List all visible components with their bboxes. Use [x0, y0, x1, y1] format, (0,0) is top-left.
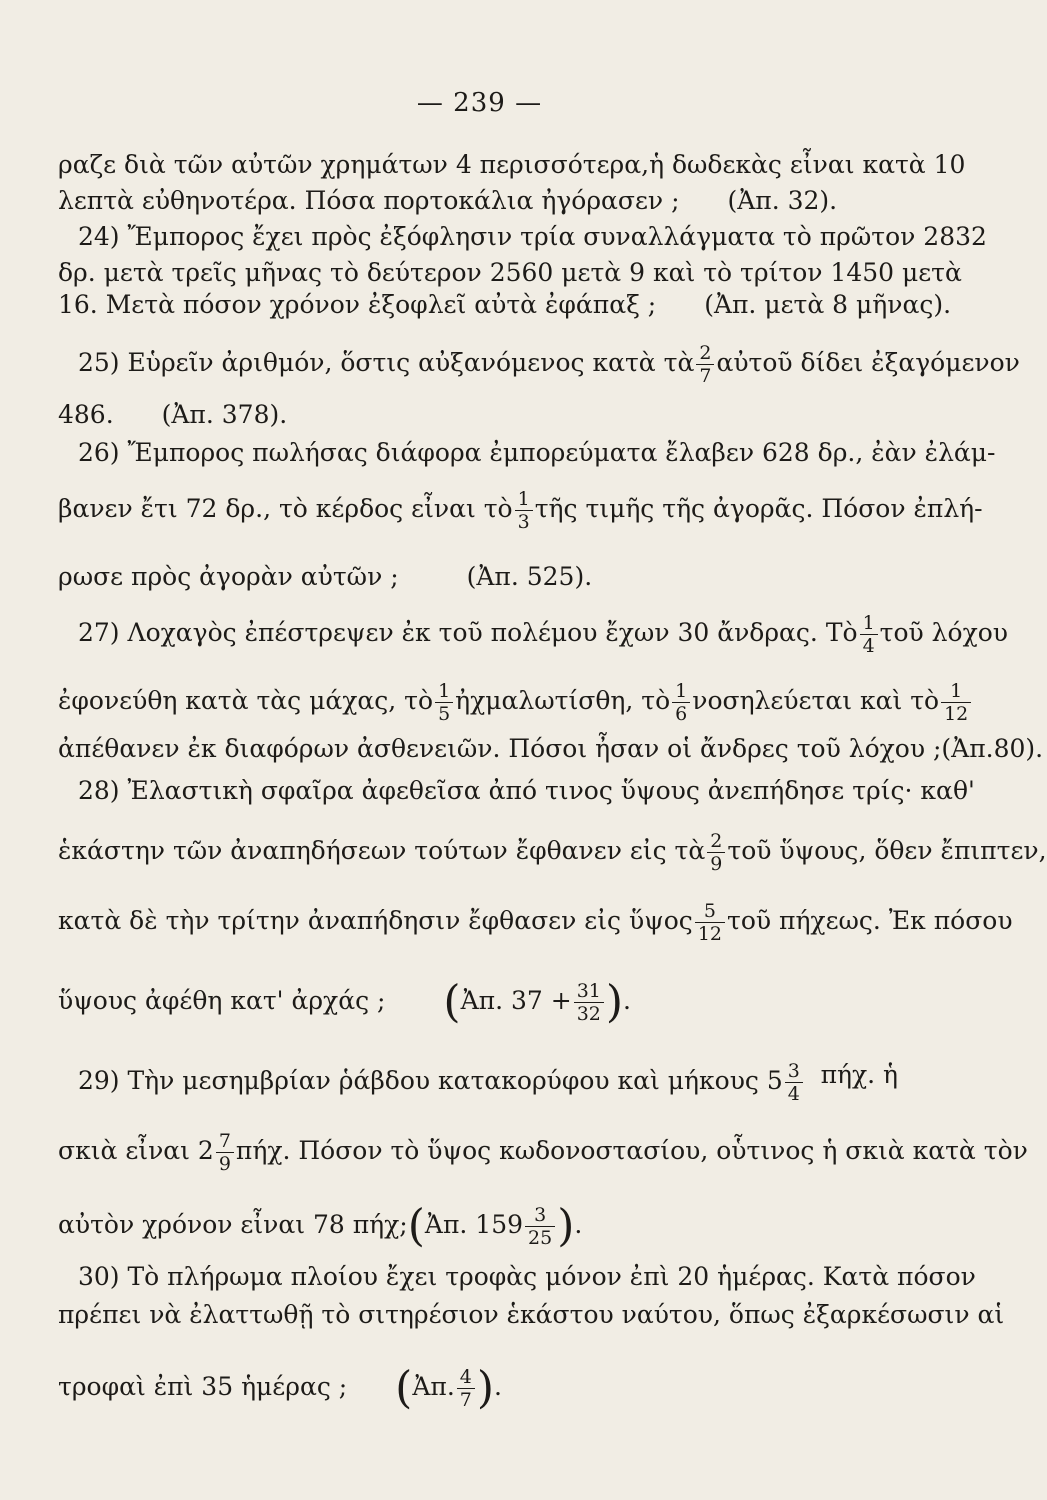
fraction	[216, 1130, 234, 1175]
text-segment: δρ. μετὰ τρεῖς μῆνας τὸ δεύτερον 2560 μετὰ 9 καὶ τὸ τρίτον 1450 μετὰ	[58, 258, 962, 287]
text-segment: 30) Τὸ πλήρωμα πλοίου ἔχει τροφὰς μόνον ἐπὶ 20 ἡμέρας. Κατὰ πόσον	[78, 1262, 976, 1291]
numerator: 1	[860, 612, 878, 635]
text-segment: ἠχμαλωτίσθη, τὸ	[455, 686, 671, 715]
text-line	[58, 1300, 1005, 1330]
text-segment: ρωσε πρὸς ἀγορὰν αὐτῶν ;	[58, 562, 399, 591]
text-segment: ραζε διὰ τῶν αὐτῶν χρημάτων 4 περισσότερα,	[58, 150, 650, 179]
denominator: 32	[576, 1003, 601, 1025]
text-line	[58, 976, 898, 1028]
numerator: 1	[672, 680, 690, 703]
fraction	[672, 680, 690, 725]
text-segment: τοῦ ὕψους, ὅθεν ἔπιπτεν,	[727, 836, 1047, 865]
text-segment: τῆς τιμῆς τῆς ἀγορᾶς. Πόσον ἐπλή-	[534, 494, 983, 523]
fraction	[860, 612, 878, 657]
answer: (Ἀπ. 525).	[466, 562, 593, 591]
fraction	[515, 488, 533, 533]
text-segment: σκιὰ εἶναι 2	[58, 1136, 214, 1165]
answer: (Ἀπ. $\frac{4}{7}$ ).	[395, 1362, 502, 1414]
text-segment: Ἀπ. 159	[424, 1210, 524, 1239]
denominator: 12	[697, 923, 722, 945]
numerator: 2	[707, 830, 725, 853]
text-segment: 26) Ἔμπορος πωλήσας διάφορα ἐμπορεύματα ἔλαβεν 628 δρ., ἐὰν ἐλάμ-	[78, 438, 996, 467]
numerator: 31	[574, 980, 604, 1003]
text-segment: 24) Ἔμπορος ἔχει πρὸς ἐξόφλησιν τρία συναλλάγματα τὸ πρῶτον 2832	[78, 222, 987, 251]
fraction	[457, 1366, 475, 1411]
denominator: 7	[459, 1389, 472, 1411]
fraction	[574, 980, 604, 1025]
page-number: — 239 —	[416, 88, 543, 118]
numerator: 2	[696, 342, 714, 365]
numerator: 1	[515, 488, 533, 511]
problem-26-start	[78, 438, 996, 468]
denominator: 7	[699, 365, 712, 387]
text-line	[58, 734, 1044, 764]
text-segment: ὕψους ἀφέθη κατ' ἀρχάς ;	[58, 986, 386, 1015]
denominator: 9	[218, 1153, 231, 1175]
text-line	[58, 488, 983, 533]
text-segment: αὐτοῦ δίδει ἐξαγόμενον	[716, 348, 1020, 377]
text-segment: τοῦ πήχεως. Ἐκ πόσου	[727, 906, 1013, 935]
denominator: 9	[710, 853, 723, 875]
text-segment: ἀπέθανεν ἐκ διαφόρων ἀσθενειῶν. Πόσοι ἦσαν οἱ ἄνδρες τοῦ λόχου ;	[58, 734, 942, 763]
fraction	[707, 830, 725, 875]
fraction	[525, 1204, 555, 1249]
numerator: 7	[216, 1130, 234, 1153]
denominator: 5	[438, 703, 451, 725]
text-segment: 486.	[58, 400, 114, 429]
text-line	[58, 290, 952, 320]
text-line	[58, 258, 962, 288]
text-line	[58, 900, 1013, 945]
text-segment: ἡ δωδεκὰς εἶναι κατὰ 10	[649, 150, 966, 179]
fraction	[435, 680, 453, 725]
numerator: 1	[435, 680, 453, 703]
text-line	[58, 1200, 898, 1252]
text-line	[58, 186, 898, 216]
text-segment: πήχ. ἡ	[820, 1060, 898, 1089]
text-group	[58, 680, 939, 725]
denominator: 6	[675, 703, 688, 725]
denominator: 4	[787, 1083, 800, 1105]
fraction	[785, 1060, 803, 1105]
text-segment: 25) Εὑρεῖν ἀριθμόν, ὅστις αὐξανόμενος κατὰ τὰ	[78, 348, 695, 377]
text-segment: αὐτὸν χρόνον εἶναι 78 πήχ;	[58, 1210, 408, 1239]
text-line	[58, 400, 898, 430]
text-segment: ἑκάστην τῶν ἀναπηδήσεων τούτων ἔφθανεν εἰς τὰ	[58, 836, 706, 865]
text-segment: 27) Λοχαγὸς ἐπέστρεψεν ἐκ τοῦ πολέμου ἔχων 30 ἄνδρας. Τὸ	[78, 618, 858, 647]
answer: (Ἀπ. μετὰ 8 μῆνας).	[704, 290, 952, 319]
denominator: 3	[517, 511, 530, 533]
fraction	[695, 900, 725, 945]
text-line	[58, 150, 966, 180]
problem-24-start	[78, 222, 987, 252]
problem-28-start	[78, 776, 975, 806]
text-line	[58, 1130, 1028, 1175]
text-line	[58, 830, 1047, 875]
fraction	[696, 342, 714, 387]
numerator: 3	[785, 1060, 803, 1083]
text-segment: κατὰ δὲ τὴν τρίτην ἀναπήδησιν ἔφθασεν εἰς ὕψος	[58, 906, 693, 935]
problem-30-start	[78, 1262, 976, 1292]
numerator: 1	[941, 680, 971, 703]
problem-27-start	[78, 612, 1008, 657]
denominator: 12	[944, 703, 969, 725]
numerator: 5	[695, 900, 725, 923]
text-segment: 28) Ἐλαστικὴ σφαῖρα ἀφεθεῖσα ἀπό τινος ὕψους ἀνεπήδησε τρίς· καθ'	[78, 776, 975, 805]
numerator: 4	[457, 1366, 475, 1389]
denominator: 25	[528, 1227, 553, 1249]
text-segment: Ἀπ.	[412, 1372, 455, 1401]
numerator: 3	[525, 1204, 555, 1227]
problem-25-start	[78, 342, 1020, 387]
text-segment: ἐφονεύθη κατὰ τὰς μάχας, τὸ	[58, 686, 434, 715]
text-segment: Ἀπ. 37 +	[460, 986, 572, 1015]
text-segment: βανεν ἔτι 72 δρ., τὸ κέρδος εἶναι τὸ	[58, 494, 513, 523]
text-segment: τροφαὶ ἐπὶ 35 ἡμέρας ;	[58, 1372, 348, 1401]
answer: (Ἀπ. 32).	[727, 186, 838, 215]
text-segment: 29) Τὴν μεσημβρίαν ῥάβδου κατακορύφου καὶ μήκους 5	[78, 1066, 783, 1095]
answer: (Ἀπ. 378).	[161, 400, 288, 429]
text-line	[58, 680, 969, 725]
fraction	[941, 680, 971, 725]
text-segment: τοῦ λόχου	[879, 618, 1008, 647]
answer: (Ἀπ. 37 + $\frac{31}{32}$ ).	[443, 976, 631, 1028]
problem-29-start	[78, 1060, 898, 1105]
text-segment: πρέπει νὰ ἐλαττωθῇ τὸ σιτηρέσιον ἑκάστου ναύτου, ὅπως ἐξαρκέσωσιν αἱ	[58, 1300, 1005, 1329]
text-segment: 16. Μετὰ πόσον χρόνον ἐξοφλεῖ αὐτὰ ἐφάπαξ ;	[58, 290, 657, 319]
text-segment: λεπτὰ εὐθηνοτέρα. Πόσα πορτοκάλια ἠγόρασεν ;	[58, 186, 680, 215]
text-segment: πήχ. Πόσον τὸ ὕψος κωδονοστασίου, οὗτινος ἡ σκιὰ κατὰ τὸν	[235, 1136, 1028, 1165]
text-group	[78, 1060, 805, 1105]
text-line	[58, 562, 898, 592]
answer: (Ἀπ.80).	[941, 734, 1044, 763]
text-segment: νοσηλεύεται καὶ τὸ	[692, 686, 940, 715]
text-line	[58, 1362, 898, 1414]
denominator: 4	[862, 635, 875, 657]
answer: (Ἀπ. 159 $\frac{3}{25}$ ).	[407, 1200, 583, 1252]
